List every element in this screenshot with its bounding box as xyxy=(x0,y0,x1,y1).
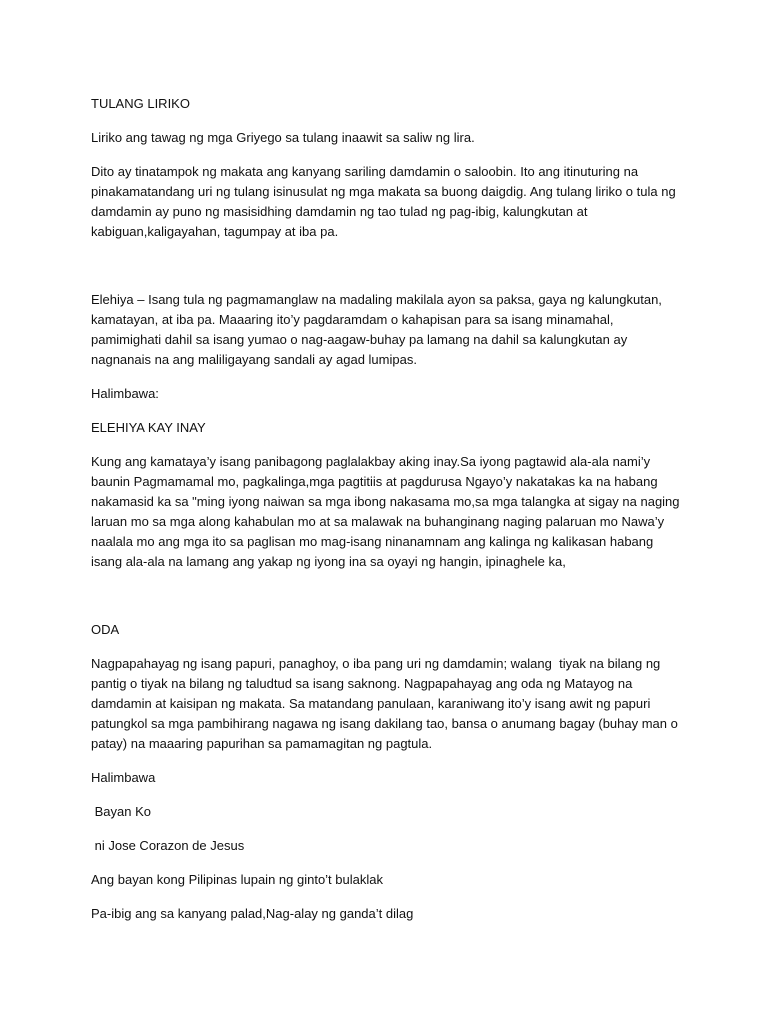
document-page xyxy=(91,94,684,938)
section-heading-oda: ODA xyxy=(91,622,120,637)
spacer xyxy=(91,586,681,620)
oda-definition: Nagpapahayag ng isang papuri, panaghoy, o iba pang uri ng damdamin; walang tiyak na bilang ng pantig o tiyak na bilang ng taludtud sa isang saknong. Nagpapahayag ang oda ng Matayog na damdamin at kaisipan ng makata. Sa matandang panulaan, karaniwang ito’y isang awit ng papuri patungkol sa mga pambihirang nagawa ng isang dakilang tao, bansa o anumang bagay (buhay man o patay) na maaaring papurihan sa pamamagitan ng pagtula. xyxy=(91,656,682,751)
elehiya-definition: Elehiya – Isang tula ng pagmamanglaw na madaling makilala ayon sa paksa, gaya ng kalungkutan, kamatayan, at iba pa. Maaaring ito’y pagdaramdam o kahapisan para sa isang minamahal, pamimighati dahil sa isang yumao o nag-aagaw-buhay pa lamang na dahil sa kalungkutan ay nagnanais na ang maliligayang sandali ay agad lumipas. xyxy=(91,292,666,367)
spacer xyxy=(91,256,681,290)
poem-line: Pa-ibig ang sa kanyang palad,Nag-alay ng ganda’t dilag xyxy=(91,906,414,921)
elehiya-example-text: Kung ang kamataya’y isang panibagong paglalakbay aking inay.Sa iyong pagtawid ala-ala nami’y baunin Pagmamamal mo, pagkalinga,mga pagtitiis at pagdurusa Ngayo’y nakatakas ka na habang nakamasid ka sa "ming iyong naiwan sa mga ibong nakasama mo,sa mga talangka at sigay na naging laruan mo sa mga along kahabulan mo at sa malawak na buhanginang naging palaruan mo Nawa’y naalala mo ang mga ito sa paglisan mo mag-isang ninanamnam ang kalinga ng kalikasan habang isang ala-ala na lamang ang yakap ng iyong ina sa oyayi ng hangin, ipinaghele ka, xyxy=(91,454,684,569)
elehiya-example-title: ELEHIYA KAY INAY xyxy=(91,420,206,435)
section-heading-tulang-liriko: TULANG LIRIKO xyxy=(91,96,190,111)
oda-example-label: Halimbawa xyxy=(91,770,156,785)
description-paragraph: Dito ay tinatampok ng makata ang kanyang sariling damdamin o saloobin. Ito ang itinuturing na pinakamatandang uri ng tulang isinusulat ng mga makata sa buong daigdig. Ang tulang liriko o tula ng damdamin ay puno ng masisidhing damdamin ng tao tulad ng pag-ibig, kalungkutan at kabiguan,kaligayahan, tagumpay at iba pa. xyxy=(91,164,680,239)
elehiya-example-label: Halimbawa: xyxy=(91,386,159,401)
poem-title: Bayan Ko xyxy=(91,804,151,819)
poem-author: ni Jose Corazon de Jesus xyxy=(91,838,245,853)
poem-line: Ang bayan kong Pilipinas lupain ng ginto’t bulaklak xyxy=(91,872,383,887)
intro-paragraph: Liriko ang tawag ng mga Griyego sa tulang inaawit sa saliw ng lira. xyxy=(91,130,475,145)
